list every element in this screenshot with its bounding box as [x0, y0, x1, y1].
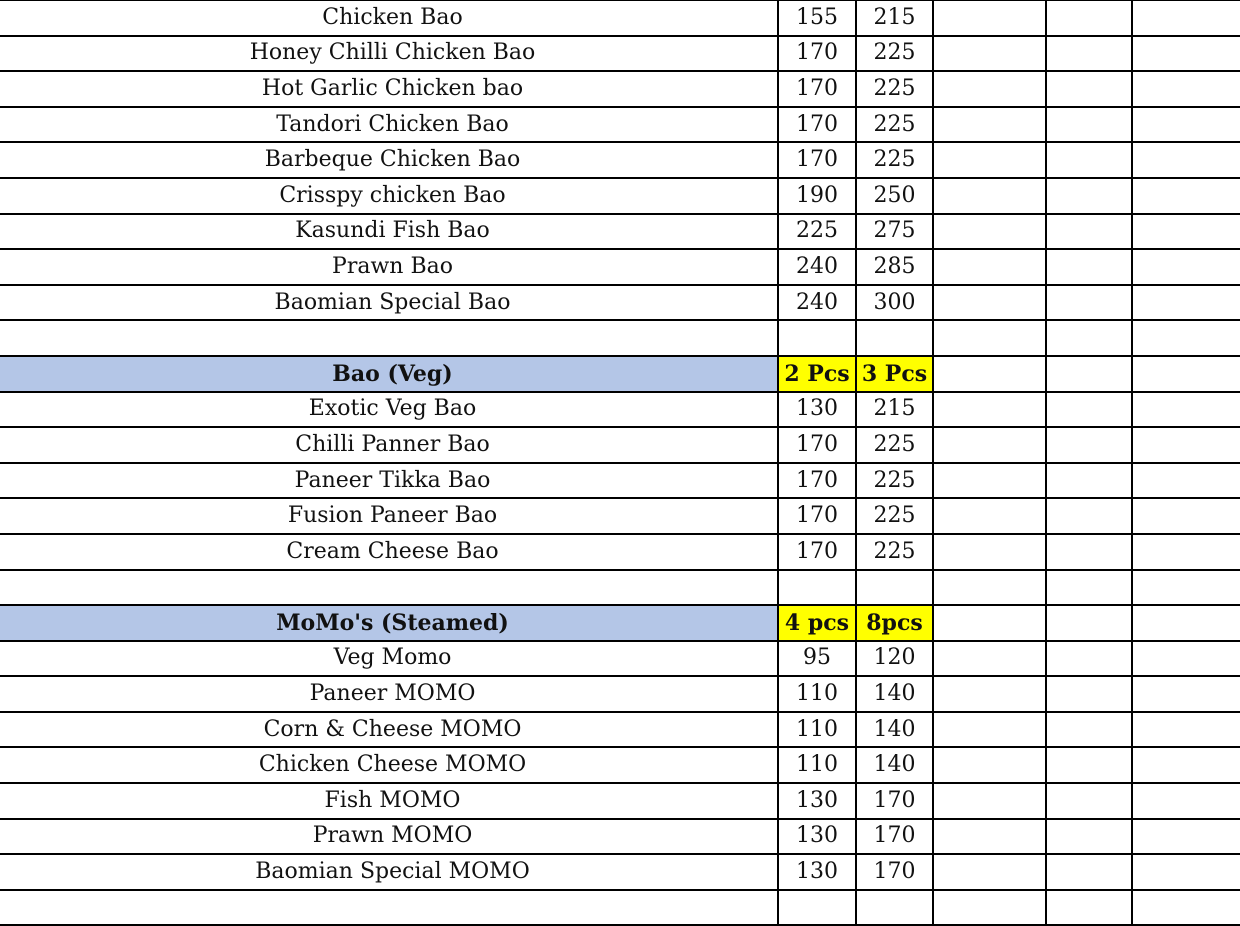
table-row	[0, 36, 1240, 72]
empty-cell[interactable]	[1132, 0, 1240, 36]
section-header-row	[0, 605, 1240, 641]
cell-text	[385, 574, 393, 599]
cell-value: 225	[873, 503, 916, 529]
cell-value: 170	[796, 147, 838, 173]
cell-text	[385, 895, 393, 920]
empty-cell[interactable]	[1046, 783, 1132, 819]
price-large-cell[interactable]	[856, 570, 933, 606]
price-large-cell[interactable]	[856, 498, 933, 534]
price-large-cell[interactable]	[856, 249, 933, 285]
cell-text: Corn & Cheese MOMO	[263, 716, 522, 742]
price-small-cell[interactable]	[778, 783, 856, 819]
empty-cell[interactable]	[1046, 534, 1132, 570]
table-row	[0, 178, 1240, 214]
cell-value: 250	[873, 182, 916, 208]
cell-value: 170	[873, 823, 916, 849]
price-large-cell[interactable]	[856, 71, 933, 107]
price-small-cell[interactable]	[778, 463, 856, 499]
table-row	[0, 142, 1240, 178]
empty-cell[interactable]	[933, 854, 1046, 890]
empty-cell[interactable]	[1046, 712, 1132, 748]
empty-cell[interactable]	[1046, 890, 1132, 926]
blank-row	[0, 320, 1240, 356]
cell-text: Tandori Chicken Bao	[276, 111, 509, 137]
cell-value: 275	[873, 218, 916, 244]
section-header-row	[0, 356, 1240, 392]
price-small-cell[interactable]	[778, 285, 856, 321]
price-small-cell[interactable]	[778, 819, 856, 855]
empty-cell[interactable]	[1046, 498, 1132, 534]
portion-small-header[interactable]	[778, 605, 856, 641]
cell-value: 170	[796, 467, 838, 493]
cell-value: 225	[873, 75, 916, 101]
cell-text: Crisspy chicken Bao	[279, 182, 506, 208]
empty-cell[interactable]	[1132, 178, 1240, 214]
table-row	[0, 0, 1240, 36]
cell-text: MoMo's (Steamed)	[276, 609, 509, 636]
cell-value: 225	[873, 40, 916, 66]
cell-text: Chicken Bao	[322, 4, 463, 30]
empty-cell[interactable]	[1046, 214, 1132, 250]
item-name-cell[interactable]	[0, 427, 778, 463]
price-large-cell[interactable]	[856, 214, 933, 250]
empty-cell[interactable]	[933, 747, 1046, 783]
cell-value: 8pcs	[866, 609, 923, 636]
item-name-cell[interactable]	[0, 641, 778, 677]
cell-value: 225	[873, 431, 916, 457]
empty-cell[interactable]	[933, 712, 1046, 748]
price-large-cell[interactable]	[856, 712, 933, 748]
empty-cell[interactable]	[1132, 463, 1240, 499]
cell-value: 170	[796, 75, 838, 101]
blank-row	[0, 570, 1240, 606]
item-name-cell[interactable]	[0, 249, 778, 285]
empty-cell[interactable]	[1046, 285, 1132, 321]
item-name-cell[interactable]	[0, 214, 778, 250]
empty-cell[interactable]	[1046, 641, 1132, 677]
cell-value: 2 Pcs	[784, 360, 850, 387]
cell-value: 225	[873, 147, 916, 173]
price-large-cell[interactable]	[856, 427, 933, 463]
price-small-cell[interactable]	[778, 392, 856, 428]
empty-cell[interactable]	[1046, 320, 1132, 356]
empty-cell[interactable]	[1046, 356, 1132, 392]
item-name-cell[interactable]	[0, 0, 778, 36]
empty-cell[interactable]	[1132, 641, 1240, 677]
cell-value: 3 Pcs	[861, 360, 928, 387]
cell-text: Bao (Veg)	[332, 360, 453, 387]
price-small-cell[interactable]	[778, 107, 856, 143]
price-large-cell[interactable]	[856, 463, 933, 499]
empty-cell[interactable]	[1132, 107, 1240, 143]
empty-cell[interactable]	[1132, 36, 1240, 72]
item-name-cell[interactable]	[0, 71, 778, 107]
price-small-cell[interactable]	[778, 142, 856, 178]
price-large-cell[interactable]	[856, 854, 933, 890]
price-large-cell[interactable]	[856, 36, 933, 72]
table-row	[0, 285, 1240, 321]
item-name-cell[interactable]	[0, 285, 778, 321]
empty-cell[interactable]	[933, 0, 1046, 36]
price-small-cell[interactable]	[778, 214, 856, 250]
table-row	[0, 463, 1240, 499]
empty-cell[interactable]	[1046, 178, 1132, 214]
empty-cell[interactable]	[1132, 890, 1240, 926]
cell-value: 170	[873, 787, 916, 813]
empty-cell[interactable]	[1132, 676, 1240, 712]
portion-large-header[interactable]	[856, 605, 933, 641]
price-small-cell[interactable]	[778, 249, 856, 285]
cell-value: 170	[796, 503, 838, 529]
empty-cell[interactable]	[1132, 498, 1240, 534]
cell-text: Paneer Tikka Bao	[294, 467, 491, 493]
price-small-cell[interactable]	[778, 498, 856, 534]
empty-cell[interactable]	[1046, 570, 1132, 606]
price-small-cell[interactable]	[778, 854, 856, 890]
cell-value: 130	[796, 859, 838, 885]
empty-cell[interactable]	[933, 427, 1046, 463]
empty-cell[interactable]	[933, 107, 1046, 143]
empty-cell[interactable]	[1132, 854, 1240, 890]
table-row	[0, 534, 1240, 570]
cell-value: 140	[873, 716, 916, 742]
empty-cell[interactable]	[1132, 71, 1240, 107]
cell-value: 190	[796, 182, 838, 208]
cell-value: 170	[796, 40, 838, 66]
cell-value: 300	[873, 289, 916, 315]
empty-cell[interactable]	[933, 783, 1046, 819]
price-large-cell[interactable]	[856, 107, 933, 143]
empty-cell[interactable]	[933, 819, 1046, 855]
price-small-cell[interactable]	[778, 178, 856, 214]
empty-cell[interactable]	[1046, 142, 1132, 178]
cell-value: 140	[873, 752, 916, 778]
empty-cell[interactable]	[933, 214, 1046, 250]
cell-value: 215	[873, 396, 916, 422]
table-row	[0, 641, 1240, 677]
cell-value: 170	[796, 538, 838, 564]
empty-cell[interactable]	[1132, 427, 1240, 463]
item-name-cell[interactable]	[0, 819, 778, 855]
price-large-cell[interactable]	[856, 641, 933, 677]
price-small-cell[interactable]	[778, 747, 856, 783]
table-row	[0, 71, 1240, 107]
price-small-cell[interactable]	[778, 641, 856, 677]
empty-cell[interactable]	[1046, 747, 1132, 783]
cell-text	[385, 325, 393, 350]
cell-value: 130	[796, 787, 838, 813]
price-small-cell[interactable]	[778, 0, 856, 36]
empty-cell[interactable]	[933, 178, 1046, 214]
price-large-cell[interactable]	[856, 320, 933, 356]
table-row	[0, 107, 1240, 143]
cell-text: Paneer MOMO	[309, 681, 476, 707]
item-name-cell[interactable]	[0, 747, 778, 783]
cell-value: 240	[796, 289, 838, 315]
table-row	[0, 676, 1240, 712]
price-large-cell[interactable]	[856, 676, 933, 712]
empty-cell[interactable]	[933, 71, 1046, 107]
table-row	[0, 427, 1240, 463]
table-row	[0, 819, 1240, 855]
item-name-cell[interactable]	[0, 463, 778, 499]
cell-text: Chilli Panner Bao	[295, 431, 490, 457]
item-name-cell[interactable]	[0, 534, 778, 570]
empty-cell[interactable]	[933, 534, 1046, 570]
cell-value: 170	[873, 859, 916, 885]
cell-value: 4 pcs	[784, 609, 850, 636]
empty-cell[interactable]	[1046, 249, 1132, 285]
cell-text: Honey Chilli Chicken Bao	[249, 40, 536, 66]
empty-cell[interactable]	[1132, 712, 1240, 748]
cell-text: Prawn MOMO	[312, 823, 473, 849]
table-row	[0, 783, 1240, 819]
empty-cell[interactable]	[1046, 0, 1132, 36]
cell-value: 285	[873, 253, 916, 279]
price-small-cell[interactable]	[778, 320, 856, 356]
price-large-cell[interactable]	[856, 392, 933, 428]
empty-cell[interactable]	[1132, 214, 1240, 250]
empty-cell[interactable]	[1132, 356, 1240, 392]
cell-text: Chicken Cheese MOMO	[258, 752, 527, 778]
table-row	[0, 747, 1240, 783]
table-row	[0, 854, 1240, 890]
empty-cell[interactable]	[933, 498, 1046, 534]
table-row	[0, 712, 1240, 748]
item-name-cell[interactable]	[0, 142, 778, 178]
cell-value: 95	[803, 645, 831, 671]
cell-value: 110	[796, 716, 838, 742]
price-large-cell[interactable]	[856, 890, 933, 926]
empty-cell[interactable]	[1132, 320, 1240, 356]
cell-text: Baomian Special MOMO	[255, 859, 530, 885]
cell-value: 225	[873, 538, 916, 564]
price-small-cell[interactable]	[778, 890, 856, 926]
cell-text: Baomian Special Bao	[274, 289, 511, 315]
empty-cell[interactable]	[1132, 570, 1240, 606]
portion-small-header[interactable]	[778, 356, 856, 392]
cell-text: Exotic Veg Bao	[308, 396, 477, 422]
item-name-cell[interactable]	[0, 890, 778, 926]
empty-cell[interactable]	[933, 249, 1046, 285]
empty-cell[interactable]	[933, 463, 1046, 499]
empty-cell[interactable]	[933, 320, 1046, 356]
empty-cell[interactable]	[1132, 747, 1240, 783]
cell-value: 130	[796, 823, 838, 849]
section-title-cell[interactable]	[0, 356, 778, 392]
cell-value: 240	[796, 253, 838, 279]
empty-cell[interactable]	[933, 641, 1046, 677]
empty-cell[interactable]	[1132, 605, 1240, 641]
empty-cell[interactable]	[1046, 392, 1132, 428]
cell-value: 215	[873, 4, 916, 30]
empty-cell[interactable]	[1132, 249, 1240, 285]
price-small-cell[interactable]	[778, 712, 856, 748]
price-small-cell[interactable]	[778, 534, 856, 570]
item-name-cell[interactable]	[0, 178, 778, 214]
table-row	[0, 249, 1240, 285]
item-name-cell[interactable]	[0, 570, 778, 606]
empty-cell[interactable]	[1046, 463, 1132, 499]
empty-cell[interactable]	[933, 392, 1046, 428]
table-row	[0, 498, 1240, 534]
price-small-cell[interactable]	[778, 71, 856, 107]
price-small-cell[interactable]	[778, 36, 856, 72]
cell-value: 225	[873, 467, 916, 493]
item-name-cell[interactable]	[0, 498, 778, 534]
item-name-cell[interactable]	[0, 854, 778, 890]
section-title-cell[interactable]	[0, 605, 778, 641]
empty-cell[interactable]	[1046, 36, 1132, 72]
item-name-cell[interactable]	[0, 712, 778, 748]
empty-cell[interactable]	[1046, 676, 1132, 712]
empty-cell[interactable]	[1132, 534, 1240, 570]
price-large-cell[interactable]	[856, 142, 933, 178]
cell-text: Veg Momo	[333, 645, 452, 671]
empty-cell[interactable]	[1132, 819, 1240, 855]
empty-cell[interactable]	[1132, 783, 1240, 819]
cell-text: Prawn Bao	[332, 253, 453, 279]
cell-value: 130	[796, 396, 838, 422]
item-name-cell[interactable]	[0, 36, 778, 72]
cell-value: 225	[796, 218, 838, 244]
cell-value: 225	[873, 111, 916, 137]
cell-text: Fish MOMO	[324, 787, 461, 813]
price-small-cell[interactable]	[778, 570, 856, 606]
empty-cell[interactable]	[933, 356, 1046, 392]
portion-large-header[interactable]	[856, 356, 933, 392]
empty-cell[interactable]	[933, 605, 1046, 641]
cell-text: Barbeque Chicken Bao	[264, 147, 521, 173]
price-small-cell[interactable]	[778, 676, 856, 712]
empty-cell[interactable]	[1046, 427, 1132, 463]
item-name-cell[interactable]	[0, 392, 778, 428]
item-name-cell[interactable]	[0, 320, 778, 356]
price-large-cell[interactable]	[856, 783, 933, 819]
empty-cell[interactable]	[1132, 285, 1240, 321]
item-name-cell[interactable]	[0, 676, 778, 712]
cell-value: 140	[873, 681, 916, 707]
empty-cell[interactable]	[933, 36, 1046, 72]
empty-cell[interactable]	[1132, 392, 1240, 428]
price-large-cell[interactable]	[856, 178, 933, 214]
cell-text: Kasundi Fish Bao	[295, 218, 490, 244]
empty-cell[interactable]	[933, 285, 1046, 321]
cell-text: Fusion Paneer Bao	[287, 503, 498, 529]
item-name-cell[interactable]	[0, 783, 778, 819]
price-small-cell[interactable]	[778, 427, 856, 463]
empty-cell[interactable]	[1046, 854, 1132, 890]
table-row	[0, 214, 1240, 250]
cell-value: 155	[796, 4, 838, 30]
empty-cell[interactable]	[933, 676, 1046, 712]
table-row	[0, 392, 1240, 428]
price-large-cell[interactable]	[856, 285, 933, 321]
empty-cell[interactable]	[933, 570, 1046, 606]
empty-cell[interactable]	[1046, 107, 1132, 143]
price-large-cell[interactable]	[856, 534, 933, 570]
item-name-cell[interactable]	[0, 107, 778, 143]
cell-text: Hot Garlic Chicken bao	[261, 75, 524, 101]
empty-cell[interactable]	[1046, 71, 1132, 107]
cell-value: 110	[796, 681, 838, 707]
price-large-cell[interactable]	[856, 747, 933, 783]
cell-value: 170	[796, 111, 838, 137]
price-large-cell[interactable]	[856, 819, 933, 855]
empty-cell[interactable]	[1046, 819, 1132, 855]
cell-text: Cream Cheese Bao	[286, 538, 499, 564]
empty-cell[interactable]	[1132, 142, 1240, 178]
blank-row	[0, 890, 1240, 926]
cell-value: 120	[873, 645, 916, 671]
cell-value: 170	[796, 431, 838, 457]
empty-cell[interactable]	[933, 142, 1046, 178]
empty-cell[interactable]	[933, 890, 1046, 926]
cell-value: 110	[796, 752, 838, 778]
empty-cell[interactable]	[1046, 605, 1132, 641]
price-large-cell[interactable]	[856, 0, 933, 36]
